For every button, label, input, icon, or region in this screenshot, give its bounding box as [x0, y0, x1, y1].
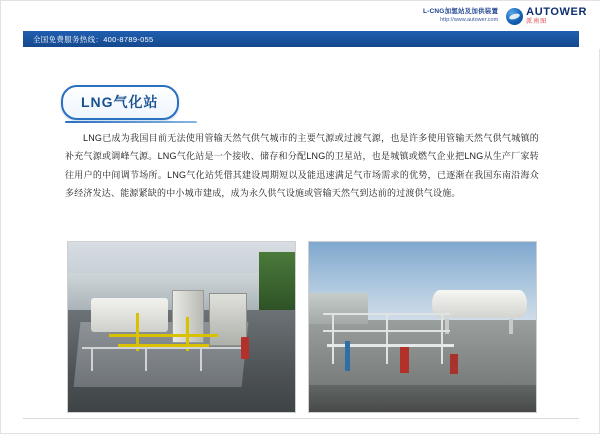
- photo1-rail-post: [200, 347, 202, 371]
- photo2-ground-shadow: [309, 385, 536, 412]
- photo2-tank-support: [509, 319, 513, 334]
- photo1-rail-post: [91, 347, 93, 371]
- lng-gasification-skid-photo: [67, 241, 296, 413]
- brand-subtitle: L-CNG加氢站及加供装置: [422, 7, 499, 15]
- brand-block: [423, 7, 587, 25]
- photo1-yellow-pipe-1: [109, 334, 218, 337]
- hotline-bar: [23, 31, 579, 47]
- photo2-pipe-rack-column: [441, 313, 443, 364]
- photo1-rail-post: [145, 347, 147, 371]
- photo2-pipe-rack-column: [386, 313, 388, 364]
- photo-gallery: [67, 241, 537, 411]
- photo1-horizontal-tank: [91, 298, 168, 332]
- photo2-building: [309, 293, 368, 324]
- photo1-red-equipment: [241, 337, 249, 359]
- body-paragraph: LNG已成为我国目前无法使用管输天然气供气城市的主要气源或过渡气源，也是许多使用管输天然气供气城镇的补充气源或调峰气源。LNG气化站是一个接收、储存和分配LNG的卫星站，也是城镇或燃气企业把LNG从生产厂家转往用户的中间调节场所。LNG气化站凭借其建设周期短以及能迅速满足气市场需求的优势，已逐渐在我国东南沿海众多经济发达、能源紧缺的中小城市建成，成为永久供气设施或管输天然气到达前的过渡供气设施。: [65, 133, 539, 199]
- brand-text-block: [423, 8, 498, 24]
- section-title-pill: [61, 85, 179, 120]
- globe-swoosh-icon: [506, 8, 523, 25]
- page-title: LNG气化站: [81, 94, 159, 110]
- photo1-foliage: [259, 252, 295, 310]
- photo1-handrail: [82, 347, 245, 349]
- logo-wordmark: [526, 7, 587, 25]
- brand-website[interactable]: http://www.autower.com: [440, 16, 499, 23]
- hotline-text: 全国免费服务热线：400-8789-055: [33, 34, 154, 44]
- footer-divider: [23, 418, 579, 419]
- photo2-red-equipment: [400, 347, 409, 373]
- title-underline: [65, 121, 197, 123]
- logo-english-name: AUTOWER: [526, 6, 587, 18]
- logo-chinese-name: 派南图: [526, 19, 548, 25]
- photo2-red-equipment-2: [450, 354, 458, 374]
- company-logo: [506, 7, 587, 25]
- photo2-pipe-rack-column: [332, 313, 334, 364]
- lng-storage-tank-photo: [308, 241, 537, 413]
- photo2-blue-valve-stand: [345, 341, 350, 372]
- section-title-wrapper: [61, 85, 179, 120]
